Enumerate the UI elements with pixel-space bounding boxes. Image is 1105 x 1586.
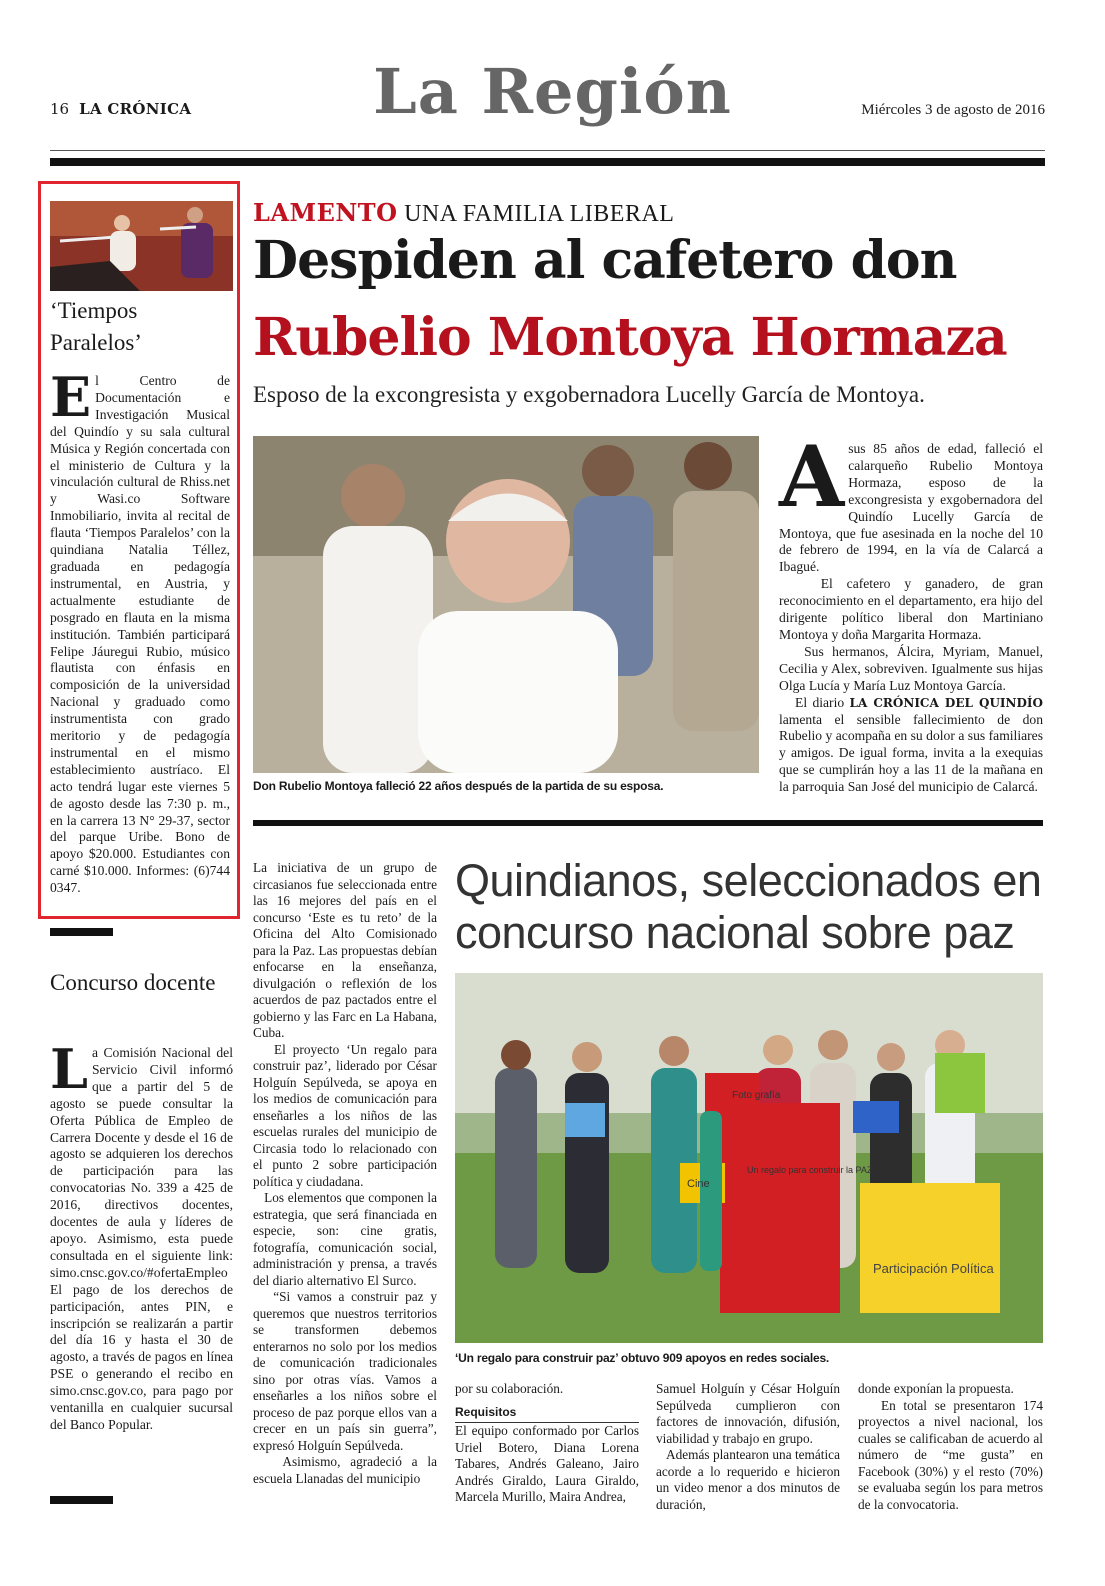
sidebar1-text: l Centro de Documentación e Investigación Musical del Quindío y su sala cultural Música y Región concertada con el ministerio de Cultura y la vinculación cultural de Rhiss.net y Wasi.co Software Inmobiliario, invita al recital de flauta ‘Tiempos Paralelos’ con la quindiana Natalia Téllez, graduada en pedagogía instrumental, en Austria, y actualmente estudiante de posgrado en flauta en la misma institución. También participará Felipe Jáuregui Rubio, músico flautista con énfasis en composición de la universidad Nacional y graduado como instrumentista con grado meritorio y de pedagogía instrumental en el mismo establecimiento austríaco. El acto tendrá lugar este viernes 5 de agosto desde las 7:30 p. m., en la carrera 13 N° 29-37, sector del parque Uribe. Bono de apoyo $20.000. Estudiantes con carné $10.000. Informes: (6)744 0347. (50, 373, 230, 896)
story2-col1 (253, 860, 437, 1487)
mid-rule (253, 820, 1043, 826)
paper-name: LA CRÓNICA (79, 100, 192, 118)
story1-headline-line1: Despiden al cafetero don (253, 230, 957, 291)
sidebar1-dropcap: E (50, 365, 92, 429)
sign-cine: Cine (687, 1178, 710, 1190)
flute-players-illustration (50, 201, 233, 291)
story2-col3 (656, 1381, 840, 1513)
story1-headline-line2: Rubelio Montoya Hormaza (253, 307, 1007, 368)
story1-p4a: El diario (795, 694, 850, 710)
flute-recital-photo (50, 201, 233, 291)
page-number: 16 (50, 100, 70, 118)
story2-col2 (455, 1381, 639, 1506)
sign-participacion: Participación Política (873, 1261, 994, 1276)
story1-kicker (253, 198, 674, 228)
section-title: La Región (373, 55, 732, 128)
story2-col4 (858, 1381, 1043, 1513)
story1-p1: sus 85 años de edad, falleció el calarqueño Rubelio Montoya Hormaza, esposo de la excongresista y exgobernadora del Quindío Lucelly García de Montoya, que fue asesinada en la noche del 10 de febrero de 1994, en la vía de Calarcá a Ibagué. (779, 441, 1043, 575)
sidebar2-body (50, 1037, 233, 1434)
story2-col3-p2: Además plantearon una temática acorde a lo requerido e hicieron un video menor a dos minutos de duración, (656, 1447, 840, 1512)
issue-date: Miércoles 3 de agosto de 2016 (861, 102, 1045, 118)
story1-p3: Sus hermanos, Álcira, Myriam, Manuel, Cecilia y Alex, sobreviven. Igualmente sus hijas Olga Lucía y María Luz Montoya García. (779, 643, 1043, 693)
story1-p4b: lamenta el sensible fallecimiento de don Rubelio y acompaña en su dolor a sus familiares y amigos. De igual forma, invita a la exequias que se cumplirán hoy a las 11 de la mañana en la parroquia San José del municipio de Calarcá. (779, 711, 1043, 795)
story2-col1-p4: “Si vamos a construir paz y queremos que nuestros territorios se transformen debemos enterarnos no solo por los medios de comunicación tradicionales sino por otras vías. Vamos a enseñarles a los niños sobre el proceso de paz porque ellos van a crecer en un país sin guerra”, expresó Holguín Sepúlveda. (253, 1289, 437, 1453)
story1-body (779, 427, 1043, 796)
sidebar2-title: Concurso docente (50, 970, 216, 995)
kicker-rest: UNA FAMILIA LIBERAL (397, 201, 675, 227)
story1-p4-bold: LA CRÓNICA DEL QUINDÍO (849, 695, 1043, 710)
section-bar (50, 928, 113, 936)
story2-col4-p2: En total se presentaron 174 proyectos a nivel nacional, los cuales se calificaban de acuerdo al número de “me gusta” en Facebook (30%) y el resto (70%) se evaluaba según los para metros de la convocatoria. (858, 1397, 1043, 1512)
section-bar-bottom (50, 1496, 113, 1504)
story1-deck: Esposo de la excongresista y exgobernadora Lucelly García de Montoya. (253, 382, 925, 407)
story1-photo-caption: Don Rubelio Montoya falleció 22 años después de la partida de su esposa. (253, 779, 664, 793)
story1-dropcap: A (779, 427, 845, 526)
group-photo-illustration (455, 973, 1043, 1343)
header-rule-thin (50, 150, 1045, 151)
story2-col1-p2: El proyecto ‘Un regalo para construir paz’, liderado por César Holguín Sepúlveda, se apoya en los medios de comunicación para enseñarles a los niños de las escuelas rurales del municipio de Circasia todo lo relacionado con el punto 2 sobre participación política y ciudadana. (253, 1041, 437, 1189)
sidebar2-text: a Comisión Nacional del Servicio Civil informó que a partir del 5 de agosto se puede consultar la Oferta Pública de Empleo de Carrera Docente y desde el 16 de agosto se adquieren los derechos de participación para las convocatorias No. 339 a 425 de 2016, directivos docentes, docentes de aula y líderes de apoyo. Asimismo, esta puede consultada en el siguiente link: simo.cnsc.gov.co/#ofertaEmpleo El pago de los derechos de participación, antes PIN, e inscripción se realizarán a partir del día 16 y hasta el 30 de agosto, a través de pagos en línea PSE o generando el recibo en simo.cnsc.gov.co, para pago por ventanilla en cualquier sucursal del Banco Popular. (50, 1045, 233, 1432)
story2-col3-p1: Samuel Holguín y César Holguín Sepúlveda cumplieron con factores de innovación, difusión, viabilidad y trabajo en grupo. (656, 1381, 840, 1446)
rubelio-photo-illustration (253, 436, 759, 773)
story1-p2: El cafetero y ganadero, de gran reconocimiento en el departamento, era hijo del dirigente político liberal don Martiniano Montoya y doña Margarita Hormaza. (779, 576, 1043, 642)
sign-regalo: Un regalo para construir la PAZ (747, 1165, 873, 1175)
sidebar2-dropcap: L (50, 1037, 88, 1101)
requisitos-subhead: Requisitos (455, 1404, 639, 1424)
sidebar1-body (50, 365, 230, 897)
story2-headline: Quindianos, seleccionados en concurso nacional sobre paz (455, 855, 1042, 958)
story2-col1-p3: Los elementos que componen la estrategia, que será financiada en especie, son: cine gratis, fotografía, comunicación social, administración y prensa, a través del diario alternativo El Surco. (253, 1190, 437, 1288)
story2-col2-p2: El equipo conformado por Carlos Uriel Botero, Diana Lorena Tabares, Andrés Galeano, Jairo Andrés Giraldo, Laura Giraldo, Marcela Murillo, Maira Andrea, (455, 1423, 639, 1504)
story2-photo-caption: ‘Un regalo para construir paz’ obtuvo 909 apoyos en redes sociales. (455, 1351, 830, 1365)
rubelio-photo (253, 436, 759, 773)
group-photo (455, 973, 1043, 1343)
sidebar1-title: ‘Tiempos Paralelos’ (50, 298, 142, 355)
sign-fotografia: Foto grafía (732, 1090, 781, 1101)
header-rule-thick (50, 158, 1045, 166)
kicker-red: LAMENTO (253, 198, 398, 227)
story2-col1-p1: La iniciativa de un grupo de circasianos fue seleccionada entre las 16 mejores del país en el concurso ‘Este es tu reto’ de la Oficina del Alto Comisionado para la Paz. Las propuestas debían enfocarse en la enseñanza, divulgación o reflexión de los acuerdos de paz pactados entre el gobierno y las Farc en La Habana, Cuba. (253, 860, 437, 1040)
story2-col2-p1: por su colaboración. (455, 1381, 564, 1396)
story2-col4-p1: donde exponían la propuesta. (858, 1381, 1014, 1396)
story2-col1-p5: Asimismo, agradeció a la escuela Llanadas del municipio (253, 1454, 437, 1486)
